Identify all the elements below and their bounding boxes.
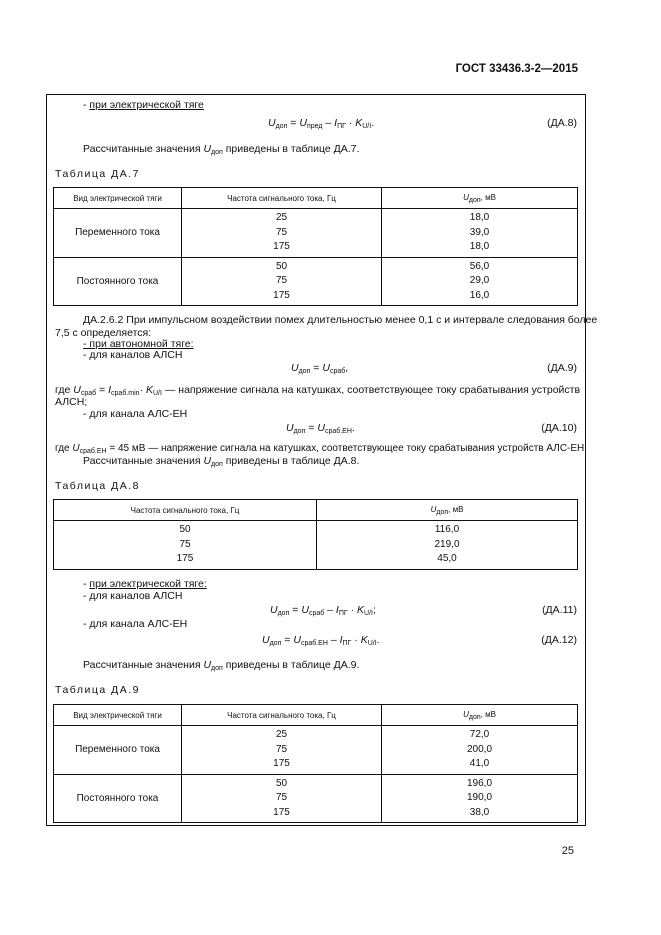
item-als-en-channel: - для канала АЛС-ЕН <box>83 408 188 420</box>
table9-header-value: $U_{доп}$, мВ <box>382 705 578 726</box>
table-row-freq: 50 75 175 <box>182 774 382 823</box>
table7-header-value: $U_{доп}$, мВ <box>382 188 578 209</box>
table-row-values: 72,0 200,0 41,0 <box>382 726 578 775</box>
where-usrab-cont: АЛСН; <box>55 396 88 408</box>
item-electric-traction: - при электрической тяге <box>83 99 204 111</box>
formula-da9: $U_{доп} = U_{сраб}$, <box>291 362 349 375</box>
table8-header-value: $U_{доп}$, мВ <box>317 500 578 521</box>
where-usrab: где $U_{сраб} = I_{сраб.min}\cdot K_{U/I}$ — напряжение сигнала на катушках, соответствующее току срабатывания устройств <box>55 384 581 397</box>
formula-number-da9: (ДА.9) <box>547 362 577 374</box>
table-row-type: Постоянного тока <box>54 257 182 306</box>
note-table-da8: Рассчитанные значения $U_{доп}$ приведены в таблице ДА.8. <box>83 455 360 468</box>
table-row-type: Переменного тока <box>54 726 182 775</box>
note-table-da7: Рассчитанные значения $U_{доп}$ приведены в таблице ДА.7. <box>83 143 360 156</box>
table-da7 <box>53 187 578 306</box>
table-da9 <box>53 704 578 823</box>
table-row-type: Переменного тока <box>54 209 182 258</box>
where-usrab-en: где $U_{сраб.ЕН} = 45$ мВ — напряжение сигнала на катушках, соответствующее току срабатывания устройств АЛС-ЕН. <box>55 443 588 455</box>
table9-caption: Таблица ДА.9 <box>55 684 140 696</box>
item-als-en-channel-2: - для канала АЛС-ЕН <box>83 618 188 630</box>
table8-caption: Таблица ДА.8 <box>55 480 140 492</box>
table-row-freq: 25 75 175 <box>182 726 382 775</box>
table-row-values: 116,0 219,0 45,0 <box>317 521 578 570</box>
paragraph-da262: ДА.2.6.2 При импульсном воздействии помех длительностью менее 0,1 с и интервале следования более <box>83 314 598 326</box>
table9-header-type: Вид электрической тяги <box>54 705 182 726</box>
formula-number-da11: (ДА.11) <box>542 604 577 616</box>
table7-caption: Таблица ДА.7 <box>55 168 140 180</box>
table-row-values: 56,0 29,0 16,0 <box>382 257 578 306</box>
item-autonomous-traction: - при автономной тяге: <box>83 338 194 350</box>
table-row-freq: 50 75 175 <box>182 257 382 306</box>
table-row-values: 196,0 190,0 38,0 <box>382 774 578 823</box>
formula-number-da12: (ДА.12) <box>541 634 577 646</box>
page-number: 25 <box>561 845 574 857</box>
paragraph-da262-cont: 7,5 с определяется: <box>55 327 152 339</box>
table-row-freq: 50 75 175 <box>54 521 317 570</box>
table-row-type: Постоянного тока <box>54 774 182 823</box>
formula-number-da8: (ДА.8) <box>547 117 577 129</box>
table7-header-type: Вид электрической тяги <box>54 188 182 209</box>
note-table-da9: Рассчитанные значения $U_{доп}$ приведены в таблице ДА.9. <box>83 659 360 672</box>
formula-da12: $U_{доп} = U_{сраб.ЕН} - I_{ПГ} \cdot K_{U/I}$. <box>262 634 380 647</box>
table-row-freq: 25 75 175 <box>182 209 382 258</box>
formula-da8: $U_{доп} = U_{пред} - I_{ПГ} \cdot K_{U/I}$. <box>268 117 375 130</box>
table7-header-freq: Частота сигнального тока, Гц <box>182 188 382 209</box>
table-da8 <box>53 499 578 570</box>
table9-header-freq: Частота сигнального тока, Гц <box>182 705 382 726</box>
formula-da11: $U_{доп} = U_{сраб} - I_{ПГ} \cdot K_{U/I}$; <box>270 604 376 617</box>
table-row-values: 18,0 39,0 18,0 <box>382 209 578 258</box>
table8-header-freq: Частота сигнального тока, Гц <box>54 500 317 521</box>
item-electric-traction-2: - при электрической тяге: <box>83 578 207 590</box>
formula-number-da10: (ДА.10) <box>541 422 577 434</box>
item-alsn-channels: - для каналов АЛСН <box>83 349 183 361</box>
formula-da10: $U_{доп} = U_{сраб.ЕН}$. <box>286 422 355 435</box>
item-alsn-channels-2: - для каналов АЛСН <box>83 590 183 602</box>
standard-number: ГОСТ 33436.3-2—2015 <box>455 63 578 75</box>
